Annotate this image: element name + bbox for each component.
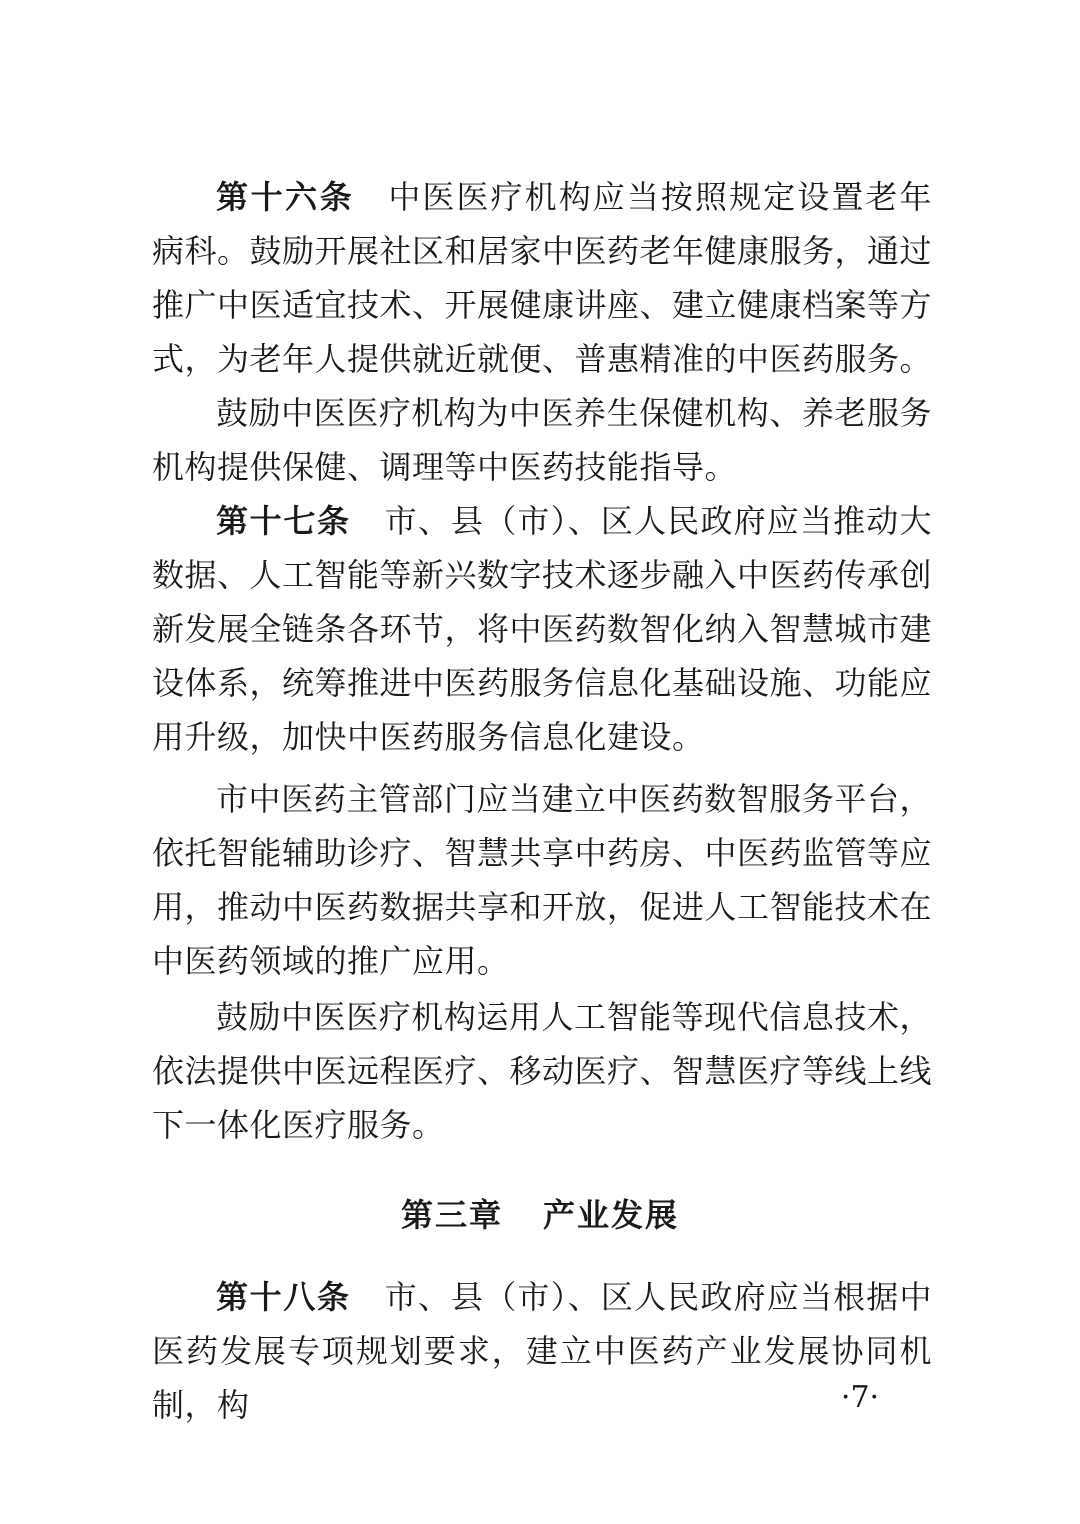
article-17-paragraph-3 <box>152 990 932 1152</box>
article-18-text-1: 市、县（市）、区人民政府应当根据中医药发展专项规划要求，建立中医药产业发展协同机制，构 <box>152 1278 932 1424</box>
article-16-text-2: 鼓励中医医疗机构为中医养生保健机构、养老服务机构提供保健、调理等中医药技能指导。 <box>152 394 932 486</box>
article-17-text-1: 市、县（市）、区人民政府应当推动大数据、人工智能等新兴数字技术逐步融入中医药传承创新发展全链条各环节，将中医药数智化纳入智慧城市建设体系，统筹推进中医药服务信息化基础设施、功能应用升级，加快中医药服务信息化建设。 <box>152 502 933 756</box>
article-17-label: 第十七条 <box>216 502 351 540</box>
chapter-title: 产业发展 <box>543 1196 680 1234</box>
page-number: ·7· <box>840 1380 880 1415</box>
article-17-text-3: 鼓励中医医疗机构运用人工智能等现代信息技术，依法提供中医远程医疗、移动医疗、智慧医疗等线上线下一体化医疗服务。 <box>152 998 933 1144</box>
article-16-text-1: 中医医疗机构应当按照规定设置老年病科。鼓励开展社区和居家中医药老年健康服务，通过推广中医适宜技术、开展健康讲座、建立健康档案等方式，为老年人提供就近就便、普惠精准的中医药服务。 <box>152 178 933 378</box>
article-17-paragraph-1 <box>152 494 932 764</box>
article-18-label: 第十八条 <box>216 1278 351 1316</box>
article-17-paragraph-2 <box>152 772 932 988</box>
article-17-text-2: 市中医药主管部门应当建立中医药数智服务平台，依托智能辅助诊疗、智慧共享中药房、中医药监管等应用，推动中医药数据共享和开放，促进人工智能技术在中医药领域的推广应用。 <box>152 780 933 980</box>
chapter-heading <box>0 1188 1080 1242</box>
article-16-paragraph-2 <box>152 386 932 494</box>
article-16-paragraph-1 <box>152 170 932 386</box>
article-16-label: 第十六条 <box>216 178 355 216</box>
chapter-number: 第三章 <box>400 1196 503 1234</box>
